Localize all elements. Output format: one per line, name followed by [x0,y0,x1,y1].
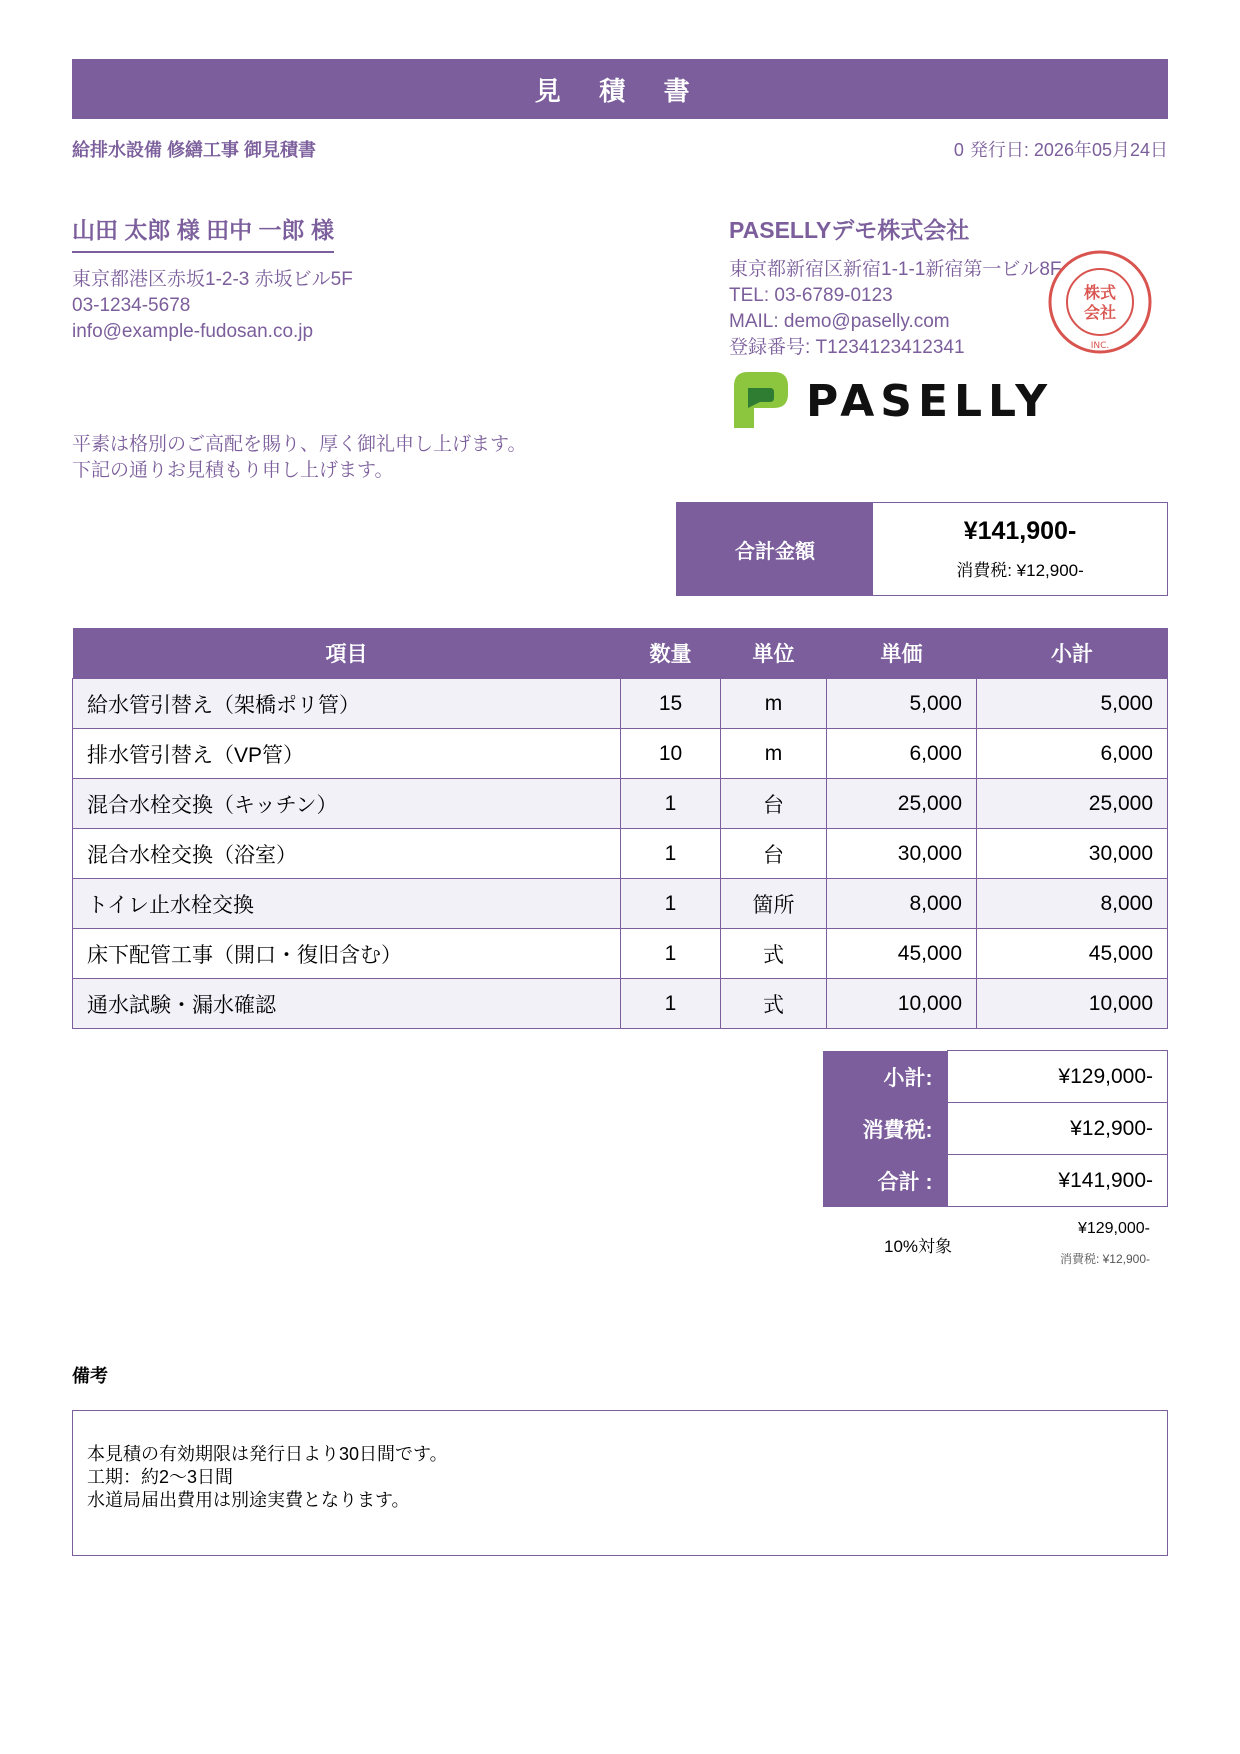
header-unit: 単位 [721,628,827,679]
tax-rate-label: 10%対象 [884,1237,953,1256]
total-amount-tax: 消費税: ¥12,900- [956,561,1084,580]
greeting [72,432,526,484]
table-row [73,779,1168,829]
cell-unit: 式 [721,979,827,1029]
company-logo [730,368,1060,430]
issue-date: 発行日: 2026年05月24日 [969,140,1168,160]
table-row [73,729,1168,779]
cell-subtotal: 6,000 [977,729,1168,779]
company-registration: 登録番号: T1234123412341 [729,337,965,358]
client-email: info@example-fudosan.co.jp [72,321,314,342]
subtotal-value: ¥129,000- [947,1051,1168,1103]
cell-subtotal: 10,000 [977,979,1168,1029]
summary-subtotal-row [823,1051,1168,1103]
cell-quantity: 10 [621,729,721,779]
logo-text: PASELLY [806,376,1054,427]
cell-quantity: 1 [621,929,721,979]
svg-text:株式: 株式 [1083,283,1117,302]
tax-label: 消費税: [823,1103,947,1155]
tax-rate-tax: 消費税: ¥12,900- [1059,1252,1150,1266]
summary-table [823,1050,1168,1207]
cell-item: 給水管引替え（架橋ポリ管） [73,679,621,729]
cell-unit: 台 [721,779,827,829]
total-amount-box [676,502,1168,596]
cell-subtotal: 45,000 [977,929,1168,979]
cell-subtotal: 25,000 [977,779,1168,829]
client-name: 山田 太郎 様 田中 一郎 様 [72,212,334,253]
document-title: 見 積 書 [72,59,1168,119]
svg-text:会社: 会社 [1083,303,1117,322]
company-tel: TEL: 03-6789-0123 [729,285,893,306]
total-amount-label: 合計金額 [677,503,873,595]
header-subtotal: 小計 [977,628,1168,679]
header-quantity: 数量 [621,628,721,679]
cell-item: 混合水栓交換（キッチン） [73,779,621,829]
cell-unit-price: 45,000 [827,929,977,979]
cell-quantity: 1 [621,879,721,929]
cell-unit: m [721,679,827,729]
table-row [73,879,1168,929]
document-number: 0 [953,140,964,160]
table-row [73,679,1168,729]
cell-item: 通水試験・漏水確認 [73,979,621,1029]
items-table [72,628,1168,1029]
table-row [73,829,1168,879]
cell-quantity: 1 [621,779,721,829]
cell-unit-price: 8,000 [827,879,977,929]
total-label: 合計 : [823,1155,947,1207]
remarks-line: 本見積の有効期限は発行日より30日間です。 [87,1444,448,1464]
cell-subtotal: 30,000 [977,829,1168,879]
cell-unit: 箇所 [721,879,827,929]
remarks-title: 備考 [72,1366,108,1386]
cell-unit: 台 [721,829,827,879]
tax-rate-amount: ¥129,000- [1077,1220,1150,1237]
client-address: 東京都港区赤坂1-2-3 赤坂ビル5F [72,269,353,290]
subtotal-label: 小計: [823,1051,947,1103]
cell-unit-price: 5,000 [827,679,977,729]
cell-subtotal: 8,000 [977,879,1168,929]
table-row [73,979,1168,1029]
header-unit-price: 単価 [827,628,977,679]
client-block [72,212,572,345]
greeting-line-2: 下記の通りお見積もり申し上げます。 [72,460,394,481]
company-mail: MAIL: demo@paselly.com [729,311,950,332]
summary-tax-row [823,1103,1168,1155]
remarks-box [72,1410,1168,1556]
total-value: ¥141,900- [947,1155,1168,1207]
client-phone: 03-1234-5678 [72,295,191,316]
company-name: PASELLYデモ株式会社 [729,217,970,243]
subject: 給排水設備 修繕工事 御見積書 [72,140,317,160]
table-row [73,929,1168,979]
table-header-row [73,628,1168,679]
cell-unit-price: 10,000 [827,979,977,1029]
cell-subtotal: 5,000 [977,679,1168,729]
header-item: 項目 [73,628,621,679]
cell-unit-price: 6,000 [827,729,977,779]
tax-value: ¥12,900- [947,1103,1168,1155]
cell-unit-price: 30,000 [827,829,977,879]
cell-unit-price: 25,000 [827,779,977,829]
greeting-line-1: 平素は格別のご高配を賜り、厚く御礼申し上げます。 [72,434,527,455]
cell-unit: m [721,729,827,779]
total-amount-value: ¥141,900- [963,517,1077,545]
remarks-line: 工期：約2〜3日間 [87,1467,234,1487]
cell-quantity: 1 [621,829,721,879]
cell-quantity: 15 [621,679,721,729]
svg-text:INC.: INC. [1090,341,1110,351]
cell-item: トイレ止水栓交換 [73,879,621,929]
cell-item: 排水管引替え（VP管） [73,729,621,779]
company-seal-icon [1046,248,1154,356]
company-address: 東京都新宿区新宿1-1-1新宿第一ビル8F [729,259,1062,280]
cell-item: 混合水栓交換（浴室） [73,829,621,879]
cell-unit: 式 [721,929,827,979]
cell-item: 床下配管工事（開口・復旧含む） [73,929,621,979]
cell-quantity: 1 [621,979,721,1029]
issue-info [948,136,1168,162]
remarks-line: 水道局届出費用は別途実費となります。 [87,1490,410,1510]
summary-total-row [823,1155,1168,1207]
